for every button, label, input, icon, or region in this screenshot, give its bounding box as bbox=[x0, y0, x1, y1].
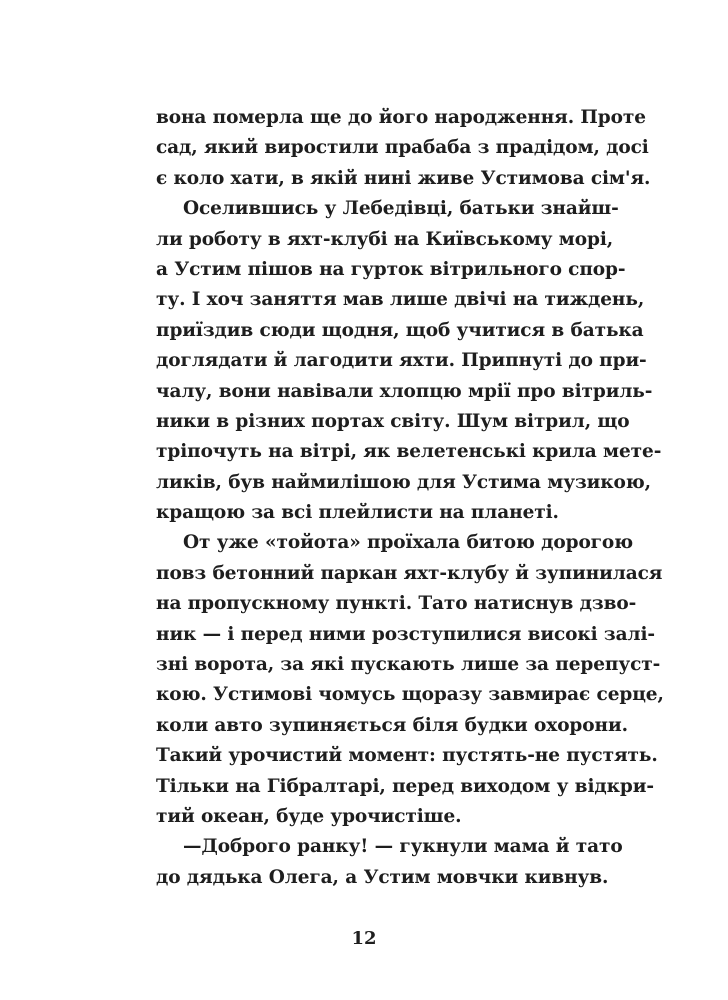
text-line: є коло хати, в якій нині живе Устимова сім'я. bbox=[156, 167, 651, 189]
text-line: приїздив сюди щодня, щоб учитися в батька bbox=[156, 319, 644, 341]
text-line: тріпочуть на вітрі, як велетенські крила мете- bbox=[156, 441, 662, 463]
text-line: зні ворота, за які пускають лише за перепуст- bbox=[156, 654, 661, 676]
text-line: ник — і перед ними розступилися високі залі- bbox=[156, 623, 655, 645]
text-line: От уже «тойота» проїхала битою дорогою bbox=[183, 532, 634, 554]
text-line: доглядати й лагодити яхти. Припнуті до при- bbox=[156, 350, 647, 372]
text-line: кращою за всі плейлисти на планеті. bbox=[156, 502, 559, 524]
text-line: до дядька Олега, а Устим мовчки кивнув. bbox=[156, 866, 609, 888]
text-line: кою. Устимові чомусь щоразу завмирає серце, bbox=[156, 684, 664, 706]
text-line: ликів, був наймилішою для Устима музикою, bbox=[156, 471, 652, 493]
text-line: коли авто зупиняється біля будки охорони. bbox=[156, 714, 628, 736]
text-line: Тільки на Гібралтарі, перед виходом у відкри- bbox=[156, 775, 654, 797]
text-line: Такий урочистий момент: пустять-не пустять. bbox=[156, 745, 658, 767]
text-line: ли роботу в яхт-клубі на Київському морі, bbox=[156, 228, 614, 250]
text-line: тий океан, буде урочистіше. bbox=[156, 805, 462, 827]
text-line: повз бетонний паркан яхт-клубу й зупинилася bbox=[156, 562, 663, 584]
page-number: 12 bbox=[351, 928, 377, 949]
text-line: Оселившись у Лебедівці, батьки знайш- bbox=[183, 198, 619, 220]
text-line: —Доброго ранку! — гукнули мама й тато bbox=[183, 836, 623, 858]
text-line: вона померла ще до його народження. Проте bbox=[156, 107, 646, 128]
text-line: а Устим пішов на гурток вітрильного спор- bbox=[156, 258, 626, 280]
body-text bbox=[156, 103, 664, 893]
text-line: ту. І хоч заняття мав лише двічі на тиждень, bbox=[156, 289, 645, 311]
text-line: ники в різних портах світу. Шум вітрил, що bbox=[156, 410, 630, 432]
text-line: чалу, вони навівали хлопцю мрії про вітриль- bbox=[156, 380, 653, 402]
text-line: сад, який виростили прабаба з прадідом, досі bbox=[156, 137, 649, 159]
text-line: на пропускному пункті. Тато натиснув дзво- bbox=[156, 593, 637, 615]
